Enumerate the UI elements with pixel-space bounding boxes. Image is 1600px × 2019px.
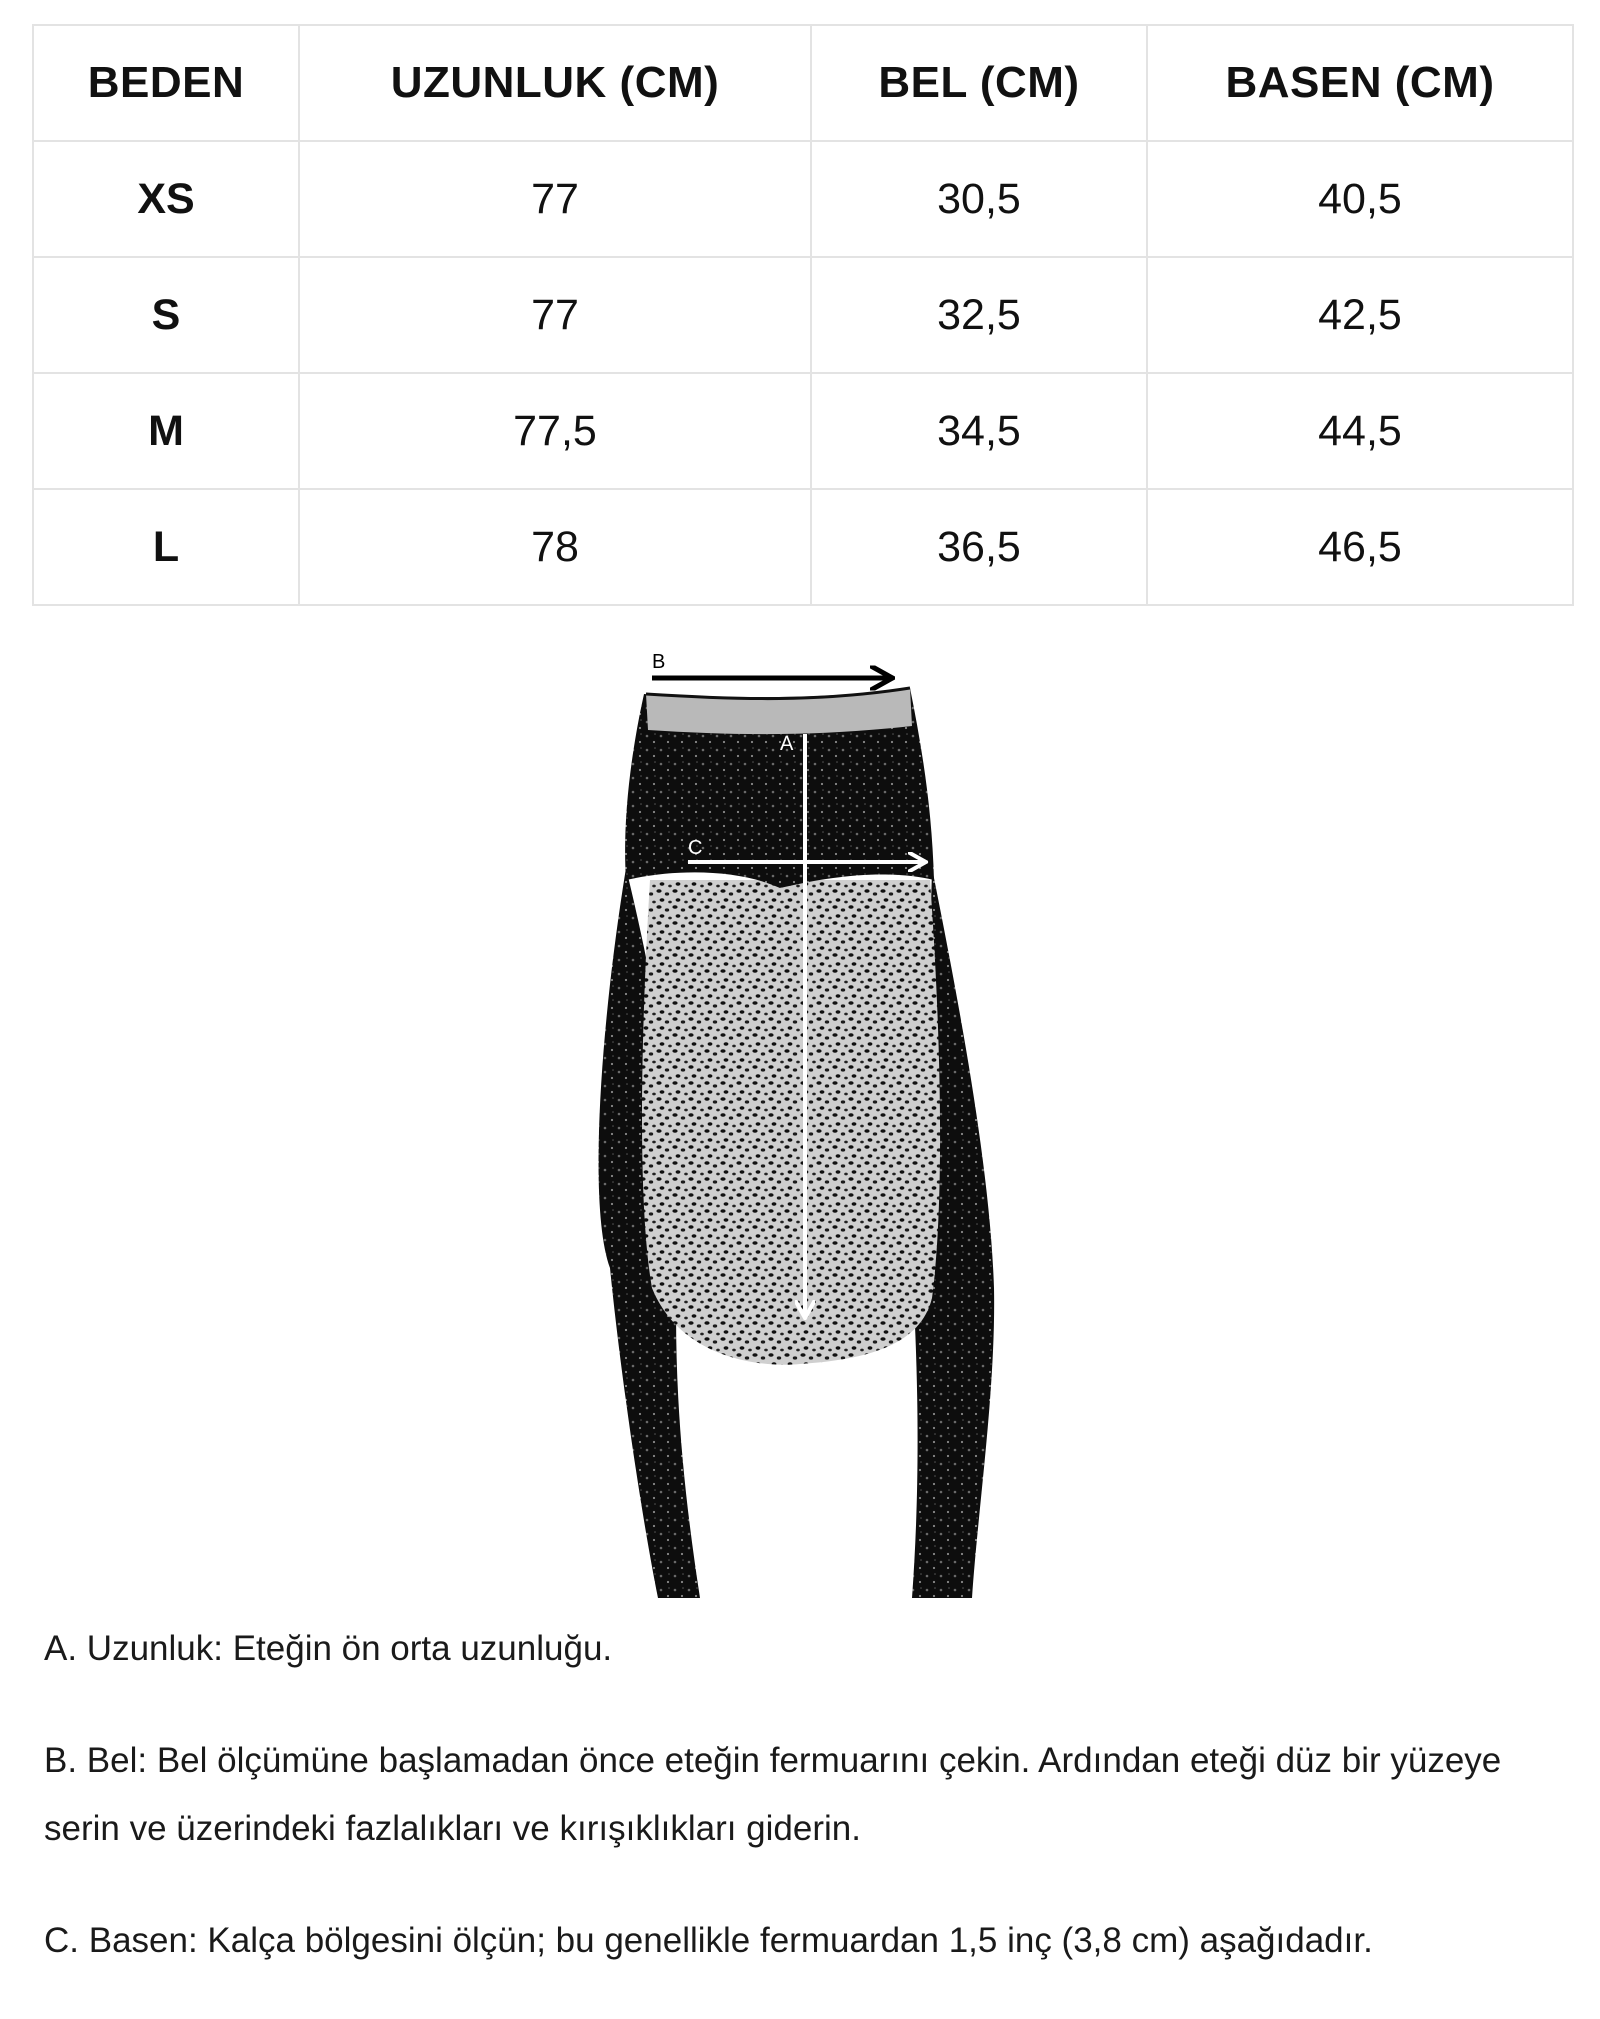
waist-cell: 34,5 <box>811 373 1147 489</box>
size-cell: M <box>33 373 299 489</box>
note-hip: C. Basen: Kalça bölgesini ölçün; bu genellikle fermuardan 1,5 inç (3,8 cm) aşağıdadır. <box>44 1921 1373 1960</box>
table-header-row <box>33 25 1573 141</box>
header-bel: BEL (CM) <box>811 25 1147 141</box>
length-cell: 77 <box>299 141 811 257</box>
length-cell: 78 <box>299 489 811 605</box>
waist-cell: 36,5 <box>811 489 1147 605</box>
hip-cell: 46,5 <box>1147 489 1573 605</box>
size-chart-table <box>32 24 1574 606</box>
header-uzunluk: UZUNLUK (CM) <box>299 25 811 141</box>
note-waist: B. Bel: Bel ölçümüne başlamadan önce eteğin fermuarını çekin. Ardından eteği düz bir yüzeye serin ve üzerindeki fazlalıkları ve kırışıklıkları giderin. <box>44 1741 1502 1848</box>
label-a: A <box>780 733 794 755</box>
hip-cell: 44,5 <box>1147 373 1573 489</box>
waist-cell: 32,5 <box>811 257 1147 373</box>
waist-cell: 30,5 <box>811 141 1147 257</box>
size-cell: L <box>33 489 299 605</box>
size-cell: S <box>33 257 299 373</box>
skirt-measurement-diagram <box>560 648 1040 1608</box>
label-c: C <box>688 837 703 859</box>
header-basen: BASEN (CM) <box>1147 25 1573 141</box>
table-row <box>33 257 1573 373</box>
length-cell: 77 <box>299 257 811 373</box>
hip-cell: 42,5 <box>1147 257 1573 373</box>
note-length: A. Uzunluk: Eteğin ön orta uzunluğu. <box>44 1629 613 1668</box>
label-b: B <box>652 651 666 673</box>
measurement-notes <box>44 1615 1574 2019</box>
table-row <box>33 373 1573 489</box>
table-row <box>33 141 1573 257</box>
size-cell: XS <box>33 141 299 257</box>
table-row <box>33 489 1573 605</box>
front-panel <box>642 880 940 1365</box>
length-cell: 77,5 <box>299 373 811 489</box>
header-beden: BEDEN <box>33 25 299 141</box>
hip-cell: 40,5 <box>1147 141 1573 257</box>
